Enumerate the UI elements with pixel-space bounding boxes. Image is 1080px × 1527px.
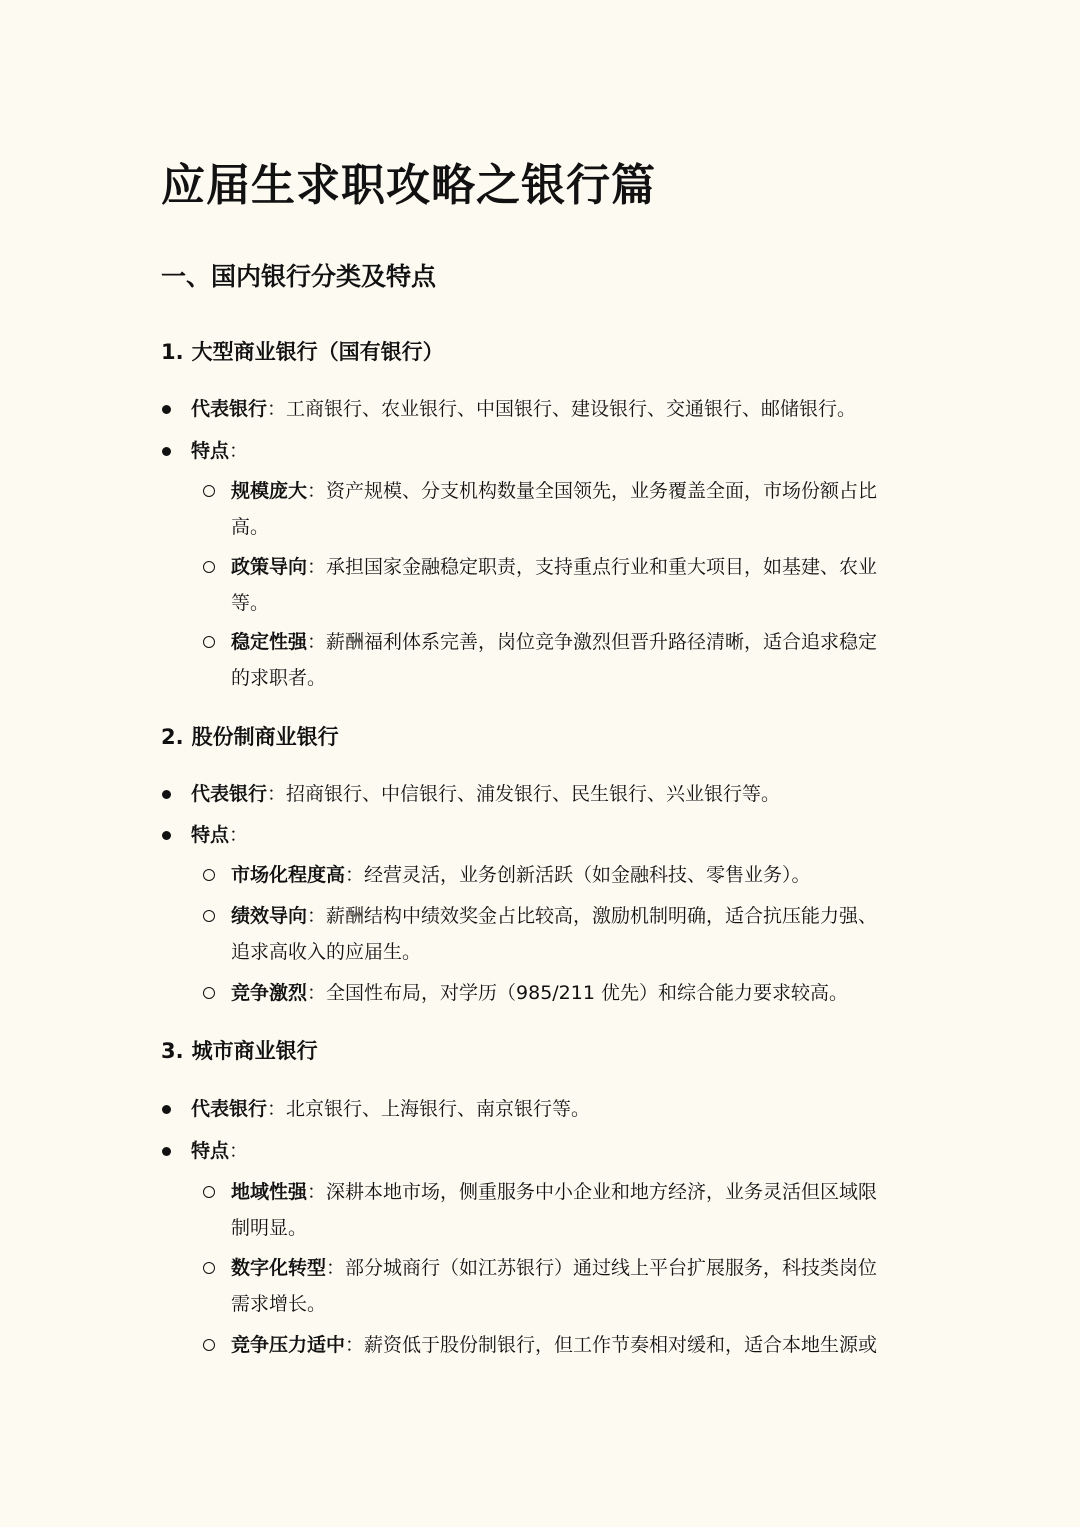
list-item-representative: [191, 776, 891, 812]
item-label: 政策导向: [231, 556, 308, 578]
item-text: ：: [229, 440, 249, 462]
list-item-features: [191, 1133, 891, 1169]
item-text: ：资产规模、分支机构数量全国领先，业务覆盖全面，市场份额占比: [307, 480, 878, 502]
sub-list-item: [231, 1250, 921, 1322]
subsection-number: 3.: [161, 1039, 184, 1063]
bullet-dot-icon: [162, 831, 171, 840]
subsection-number: 1.: [161, 340, 184, 364]
subsection-title: 城市商业银行: [191, 1039, 318, 1063]
item-label: 规模庞大: [231, 480, 308, 502]
item-text: ：: [229, 1140, 249, 1162]
sub-list-item: [231, 1174, 921, 1246]
item-text: ：薪酬福利体系完善，岗位竞争激烈但晋升路径清晰，适合追求稳定: [307, 631, 878, 653]
item-label: 代表银行: [191, 1098, 268, 1120]
bullet-circle-icon: [203, 561, 215, 573]
subsection-title: 大型商业银行（国有银行）: [191, 340, 444, 364]
item-text: ：部分城商行（如江苏银行）通过线上平台扩展服务，科技类岗位: [326, 1257, 878, 1279]
bullet-dot-icon: [162, 1105, 171, 1114]
bullet-dot-icon: [162, 447, 171, 456]
sub-list-item: [231, 473, 921, 545]
item-text-continued: 追求高收入的应届生。: [231, 941, 422, 963]
item-label: 特点: [191, 824, 230, 846]
list-item-features: [191, 817, 891, 853]
subsection-heading-1: [161, 336, 444, 368]
sub-list-item: [231, 975, 921, 1011]
list-item-representative: [191, 391, 891, 427]
bullet-circle-icon: [203, 1262, 215, 1274]
item-label: 竞争激烈: [231, 982, 308, 1004]
item-text: ：深耕本地市场，侧重服务中小企业和地方经济，业务灵活但区域限: [307, 1181, 878, 1203]
bullet-dot-icon: [162, 405, 171, 414]
section-heading: 一、国内银行分类及特点: [161, 262, 437, 291]
sub-list-item: [231, 624, 921, 696]
item-text: ：全国性布局，对学历（985/211 优先）和综合能力要求较高。: [307, 982, 848, 1004]
sub-list-item: [231, 857, 921, 893]
list-item-representative: [191, 1091, 891, 1127]
item-text: ：北京银行、上海银行、南京银行等。: [267, 1098, 591, 1120]
item-text: ：招商银行、中信银行、浦发银行、民生银行、兴业银行等。: [267, 783, 781, 805]
item-text: ：工商银行、农业银行、中国银行、建设银行、交通银行、邮储银行。: [267, 398, 857, 420]
bullet-circle-icon: [203, 1186, 215, 1198]
item-label: 特点: [191, 440, 230, 462]
item-text: ：经营灵活，业务创新活跃（如金融科技、零售业务）。: [345, 864, 811, 886]
item-text-continued: 高。: [231, 516, 270, 538]
bullet-dot-icon: [162, 790, 171, 799]
bullet-circle-icon: [203, 910, 215, 922]
subsection-number: 2.: [161, 725, 184, 749]
item-label: 稳定性强: [231, 631, 308, 653]
bullet-circle-icon: [203, 1339, 215, 1351]
subsection-title: 股份制商业银行: [191, 725, 339, 749]
item-text: ：: [229, 824, 249, 846]
bullet-dot-icon: [162, 1147, 171, 1156]
item-text-continued: 的求职者。: [231, 667, 327, 689]
bullet-circle-icon: [203, 869, 215, 881]
sub-list-item: [231, 898, 921, 970]
item-label: 地域性强: [231, 1181, 308, 1203]
item-text-continued: 需求增长。: [231, 1293, 327, 1315]
sub-list-item: [231, 549, 921, 621]
item-label: 竞争压力适中: [231, 1334, 346, 1356]
item-text: ：薪资低于股份制银行，但工作节奏相对缓和，适合本地生源或: [345, 1334, 878, 1356]
page-title: 应届生求职攻略之银行篇: [161, 160, 656, 211]
sub-list-item: [231, 1327, 921, 1363]
item-label: 绩效导向: [231, 905, 308, 927]
bullet-circle-icon: [203, 987, 215, 999]
item-label: 市场化程度高: [231, 864, 346, 886]
item-text: ：承担国家金融稳定职责，支持重点行业和重大项目，如基建、农业: [307, 556, 878, 578]
list-item-features: [191, 433, 891, 469]
bullet-circle-icon: [203, 485, 215, 497]
item-label: 代表银行: [191, 398, 268, 420]
item-label: 特点: [191, 1140, 230, 1162]
item-label: 代表银行: [191, 783, 268, 805]
item-text-continued: 制明显。: [231, 1217, 308, 1239]
bullet-circle-icon: [203, 636, 215, 648]
item-text: ：薪酬结构中绩效奖金占比较高，激励机制明确，适合抗压能力强、: [307, 905, 878, 927]
item-text-continued: 等。: [231, 592, 270, 614]
item-label: 数字化转型: [231, 1257, 327, 1279]
subsection-heading-3: [161, 1035, 318, 1067]
subsection-heading-2: [161, 721, 339, 753]
